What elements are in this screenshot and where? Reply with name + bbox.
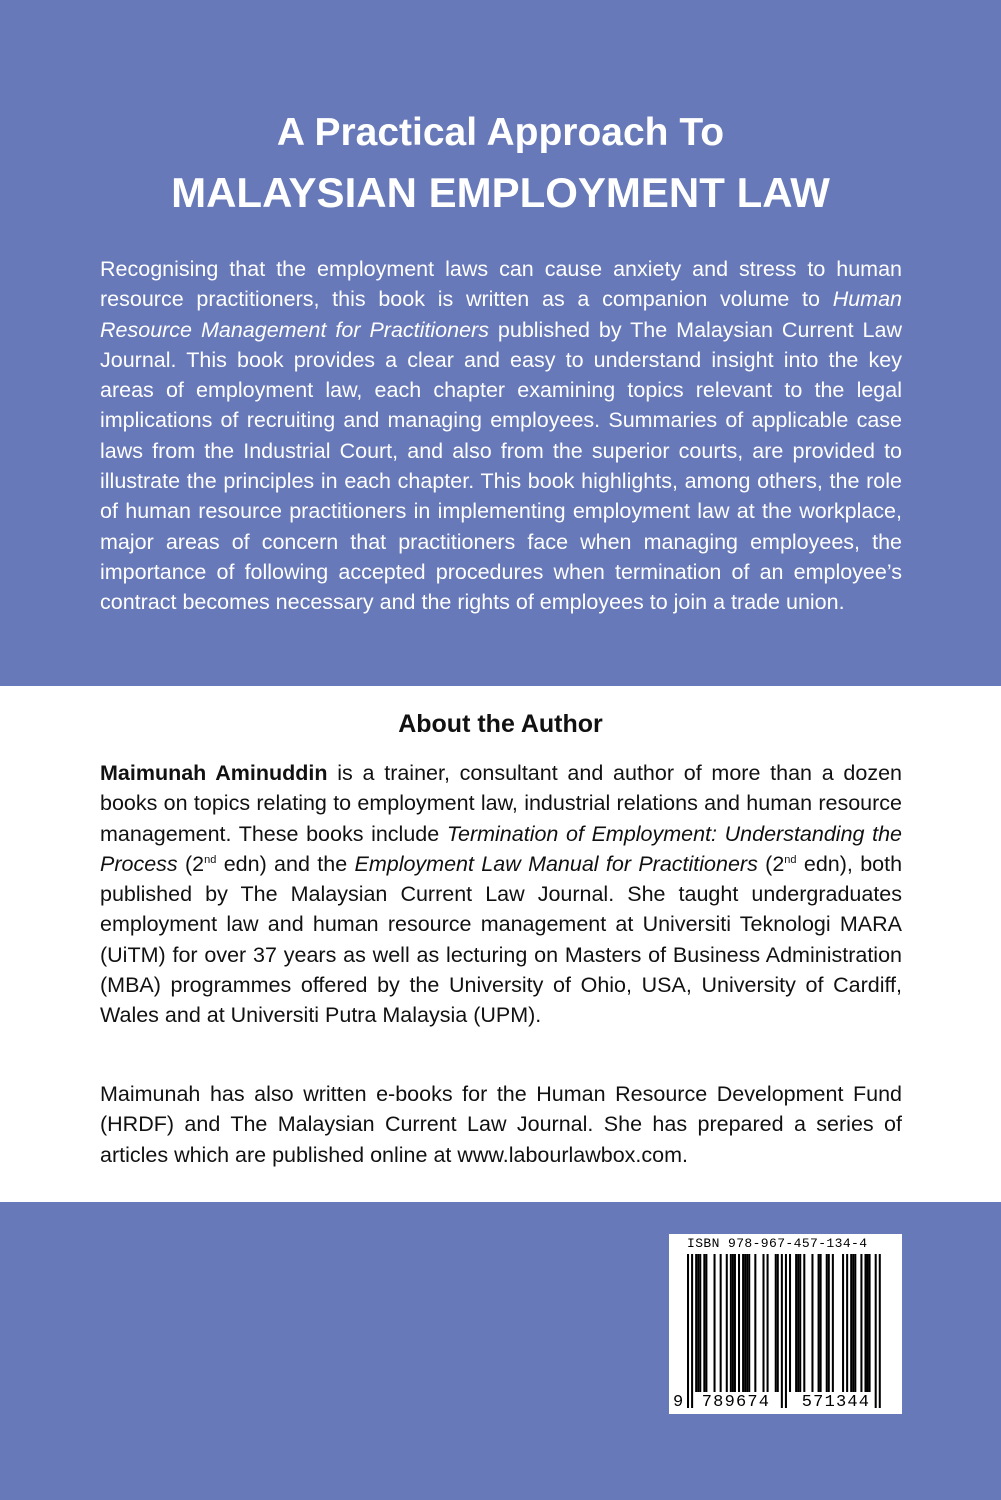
barcode-bar [785,1254,787,1408]
author-bio [100,758,902,1031]
barcode-bar [730,1254,732,1392]
barcode-bar [826,1254,828,1392]
barcode-bar [875,1254,877,1408]
barcode-bar [867,1254,869,1392]
book-title-line2: MALAYSIAN EMPLOYMENT LAW [171,169,830,216]
barcode-bar [797,1254,799,1392]
barcode-bar [691,1254,693,1408]
barcode-bar [799,1254,801,1392]
author-bio-paragraph-2: Maimunah has also written e-books for the Human Resource Development Fund (HRDF) and The Malaysian Current Law Journal. She has prepared a series of articles which are published online at www.labourlawbox.com. [100,1082,902,1167]
blurb-companion-title: Human Resource Management for Practitioners [100,287,902,342]
blurb-text-2: published by The Malaysian Current Law Journal. This book provides a clear and easy to understand insight into the key areas of employment law, each chapter examining topics relevant to the legal implications of recruiting and managing employees. Summaries of applicable case laws from the Industrial Court, and also from the superior courts, are provided to illustrate the principles in each chapter. This book highlights, among others, the role of human resource practitioners in implementing employment law at the workplace, major areas of concern that practitioners face when managing employees, the importance of following accepted procedures when termination of an employee’s contract becomes necessary and the rights of employees to join a trade union. [100,317,902,615]
barcode-bar [775,1254,777,1392]
about-author-heading: About the Author [398,710,603,738]
barcode-bar [754,1254,756,1392]
blurb-text-1: Recognising that the employment laws can cause anxiety and stress to human resource practitioners, this book is written as a companion volume to [100,257,902,312]
barcode-bars [669,1234,902,1414]
barcode-bar [720,1254,722,1392]
barcode-bar [828,1254,830,1392]
bio-text-c: edn), both published by The Malaysian Current Law Journal. She taught undergraduates employment law and human resource management at Universiti Teknologi MARA (UiTM) for over 37 years as well as lecturing on Masters of Business Administration (MBA) programmes offered by the University of Ohio, USA, University of Cardiff, Wales and at Universiti Putra Malaysia (UPM). [100,851,903,1028]
barcode-bar [864,1254,866,1392]
barcode-bar [832,1254,834,1392]
barcode-digits [669,1393,902,1413]
barcode-bar [869,1254,871,1392]
isbn-barcode [669,1234,902,1414]
barcode-bar [846,1254,848,1392]
barcode-bar [687,1254,689,1408]
edition-superscript-2: nd [784,853,797,866]
barcode-bar [781,1254,783,1408]
isbn-label: ISBN 978-967-457-134-4 [687,1236,868,1251]
barcode-bar [714,1254,716,1392]
barcode-bar [854,1254,856,1392]
barcode-bar [860,1254,862,1392]
bio-text-b: edn) and the [216,851,355,876]
barcode-bar [777,1254,779,1392]
barcode-bar [762,1254,764,1392]
barcode-bar [852,1254,854,1392]
barcode-bar [789,1254,791,1392]
barcode-bar [818,1254,820,1392]
book-title-manual: Employment Law Manual for Practitioners [354,851,758,876]
bio-text-a: is a trainer, consultant and author of more than a dozen books on topics relating to employment law, industrial relations and human resource management. These books include [100,761,902,846]
barcode-bar [879,1254,881,1408]
author-name: Maimunah Aminuddin [100,761,328,785]
barcode-bar [767,1254,769,1392]
book-title-termination: Termination of Employment: Understanding the Process [100,821,903,876]
barcode-bar [748,1254,750,1392]
barcode-bar [746,1254,748,1392]
barcode-digit-first: 9 [673,1393,684,1412]
barcode-bar [732,1254,734,1392]
barcode-bar [734,1254,736,1392]
barcode-bar [705,1254,707,1392]
barcode-bar [703,1254,705,1392]
barcode-bar [803,1254,805,1392]
edition-superscript-1: nd [204,853,217,866]
edition-open-2: (2 [757,851,785,876]
barcode-bar [695,1254,697,1392]
barcode-bar [697,1254,699,1392]
barcode-bar [820,1254,822,1392]
barcode-bar [795,1254,797,1392]
book-title-line1: A Practical Approach To [276,111,725,154]
barcode-digits-right: 571344 [801,1393,871,1412]
barcode-digits-left: 789674 [701,1393,771,1412]
barcode-bar [742,1254,744,1392]
book-blurb [100,254,902,618]
barcode-bar [811,1254,813,1392]
barcode-bar [744,1254,746,1392]
barcode-bar [699,1254,701,1392]
barcode-bar [726,1254,728,1392]
barcode-bar [738,1254,740,1392]
edition-open-1: (2 [177,851,205,876]
barcode-bar [850,1254,852,1392]
barcode-bar [842,1254,844,1392]
